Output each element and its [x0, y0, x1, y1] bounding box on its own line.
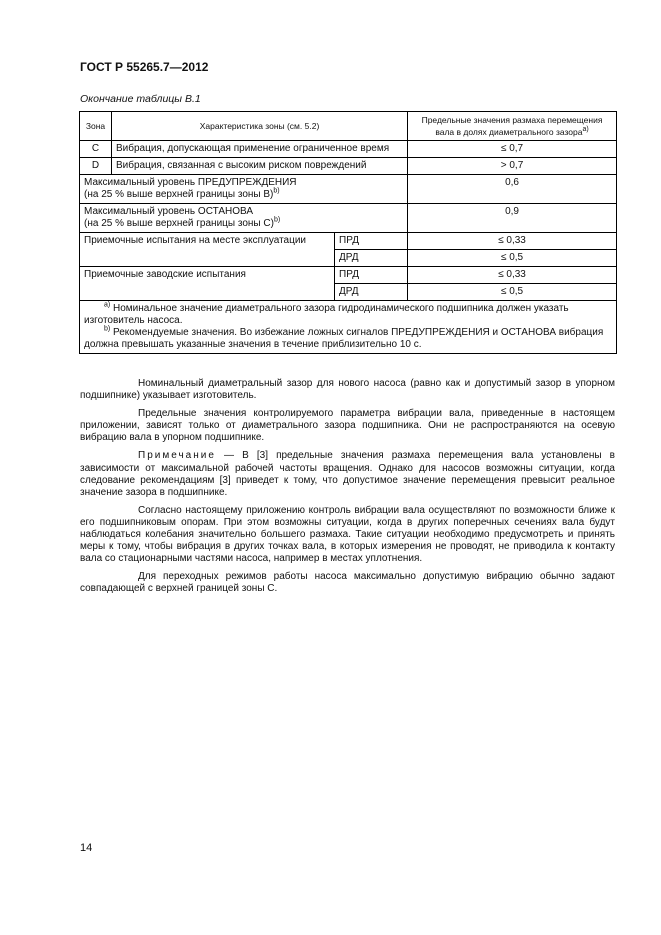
zone-value-cell: ≤ 0,7	[408, 141, 617, 158]
stop-footnote: b)	[273, 216, 281, 224]
footnote-b	[84, 327, 612, 351]
table-header-row	[80, 112, 617, 141]
paragraph: Согласно настоящему приложению контроль вибрации вала осуществляют по возможности ближе к его подшипниковым опорам. При этом возможны ситуации, когда в других поперечных сечениях вала будут наблюдаться колебания значительно большего размаха. Такие ситуации необходимо предусмотреть и принять меры к тому, чтобы вибрация в других точках вала, в которых измерения не проводят, не приводила к контакту вала со стационарными частями насоса, например в местах уплотнения.	[80, 504, 615, 565]
stop-value-cell: 0,9	[408, 204, 617, 233]
table-notes-row	[80, 301, 617, 354]
note-paragraph	[80, 450, 615, 498]
warning-footnote: b)	[273, 187, 280, 195]
test-code-cell: ДРД	[335, 284, 408, 301]
test-code-cell: ПРД	[335, 267, 408, 284]
zone-cell: C	[80, 141, 112, 158]
table-row	[80, 158, 617, 175]
footnote-a-mark: а)	[104, 301, 111, 309]
stop-level-line1: Максимальный уровень ОСТАНОВА	[84, 206, 254, 217]
header-limit	[408, 112, 617, 141]
paragraph: Для переходных режимов работы насоса максимально допустимую вибрацию обычно задают совпадающей с верхней границей зоны С.	[80, 571, 615, 595]
zone-cell: D	[80, 158, 112, 175]
paragraph: Номинальный диаметральный зазор для нового насоса (равно как и допустимый зазор в упорном подшипнике) указывает изготовитель.	[80, 378, 615, 402]
footnote-b-mark: b)	[104, 325, 111, 333]
warning-value-cell: 0,6	[408, 175, 617, 204]
table-row	[80, 141, 617, 158]
test-label-cell: Приемочные испытания на месте эксплуатации	[80, 233, 335, 267]
test-code-cell: ДРД	[335, 250, 408, 267]
table-row	[80, 204, 617, 233]
test-label-cell: Приемочные заводские испытания	[80, 267, 335, 301]
footnote-a-text: Номинальное значение диаметрального зазора гидродинамического подшипника должен указать изготовитель насоса.	[84, 303, 569, 326]
stop-level-cell	[80, 204, 408, 233]
zone-text-cell: Вибрация, связанная с высоким риском повреждений	[112, 158, 408, 175]
table-caption: Окончание таблицы В.1	[80, 93, 201, 105]
stop-level-line2: (на 25 % выше верхней границы зоны С)	[84, 218, 274, 229]
vibration-limits-table	[79, 111, 617, 354]
header-zone: Зона	[80, 112, 112, 141]
table-row	[80, 267, 617, 284]
header-limit-text: Предельные значения размаха перемещения вала в долях диаметрального зазора	[421, 115, 603, 137]
page-number: 14	[80, 842, 93, 854]
document-header: ГОСТ Р 55265.7—2012	[80, 60, 209, 74]
test-value-cell: ≤ 0,5	[408, 250, 617, 267]
table-row	[80, 175, 617, 204]
table-notes-cell	[80, 301, 617, 354]
zone-text-cell: Вибрация, допускающая применение ограниченное время	[112, 141, 408, 158]
paragraph: Предельные значения контролируемого параметра вибрации вала, приведенные в настоящем приложении, зависят только от диаметрального зазора подшипника. Они не распространяются на осевую вибрацию вала в упорном подшипнике.	[80, 408, 615, 444]
body-text	[80, 378, 615, 602]
warning-level-line1: Максимальный уровень ПРЕДУПРЕЖДЕНИЯ	[84, 177, 297, 188]
test-value-cell: ≤ 0,5	[408, 284, 617, 301]
table-row	[80, 233, 617, 250]
test-code-cell: ПРД	[335, 233, 408, 250]
note-label: Примечание	[138, 450, 216, 462]
header-limit-footnote: а)	[582, 126, 589, 134]
note-text: — В [3] предельные значения размаха перемещения вала установлены в зависимости от максимальной рабочей частоты вращения. Однако для насосов возможны ситуации, когда следование рекомендациям [3] приведет к тому, что допустимое значение перемещения превысит реальное значение зазора в подшипнике.	[80, 450, 615, 498]
warning-level-cell	[80, 175, 408, 204]
footnote-b-text: Рекомендуемые значения. Во избежание ложных сигналов ПРЕДУПРЕЖДЕНИЯ и ОСТАНОВА вибрация должна превышать указанные значения в течение приблизительно 10 с.	[84, 327, 604, 350]
footnote-a	[84, 303, 612, 327]
zone-value-cell: > 0,7	[408, 158, 617, 175]
test-value-cell: ≤ 0,33	[408, 267, 617, 284]
warning-level-line2: (на 25 % выше верхней границы зоны В)	[84, 189, 274, 200]
header-characteristic: Характеристика зоны (см. 5.2)	[112, 112, 408, 141]
test-value-cell: ≤ 0,33	[408, 233, 617, 250]
